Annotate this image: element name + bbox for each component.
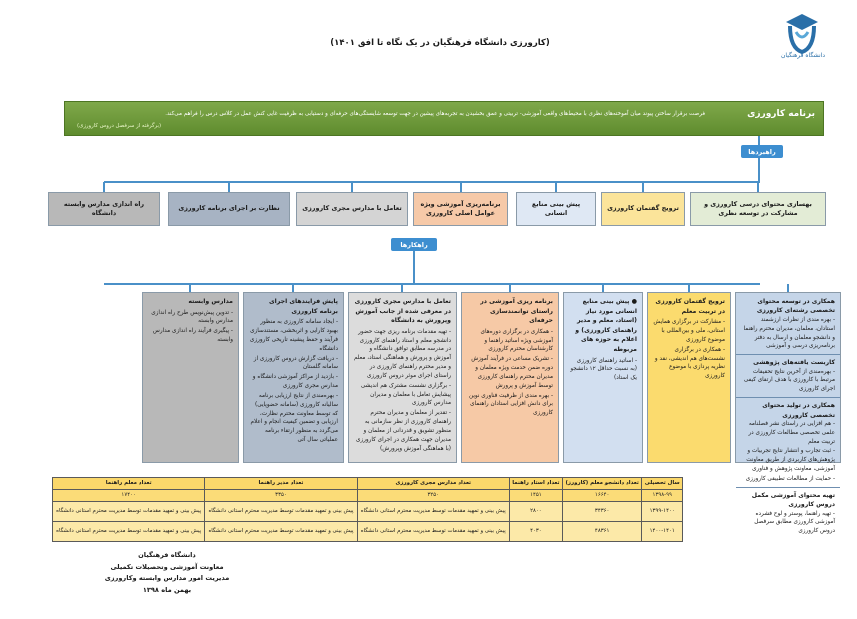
approach-column-2 bbox=[647, 292, 731, 463]
table-header-cell: تعداد استاد راهنما bbox=[509, 478, 562, 490]
table-cell: ۱۳۹۸-۹۹ bbox=[642, 490, 683, 502]
table-cell: ۱۷۴۰۰ bbox=[53, 490, 205, 502]
approach-item: - بهره مندی از نظرات ارزشمند استادان، معلمان، مدیران محترم راهنما و دانشجو معلمان و ارسال به دفتر برنامه‌ریزی درسی و آموزشی bbox=[743, 316, 835, 350]
stats-table bbox=[52, 477, 683, 542]
logo-caption: دانشگاه فرهنگیان bbox=[780, 52, 826, 59]
table-header-cell: سال تحصیلی bbox=[642, 478, 683, 490]
approach-item: - اساتید راهنمای کارورزی (به نسبت حداقل ۱۲ دانشجو یک استاد) bbox=[570, 357, 637, 382]
table-header-cell: تعداد دانشجو معلم (کارورز) bbox=[562, 478, 642, 490]
footer-block bbox=[92, 550, 242, 596]
approach-section bbox=[741, 491, 835, 536]
approach-item: - تدوین پیش‌نویس طرح راه اندازی مدارس وابسته bbox=[151, 309, 233, 325]
approach-sections bbox=[741, 297, 835, 536]
approach-title: پایش فرایندهای اجرای برنامه کارورزی bbox=[269, 298, 338, 315]
footer-line: معاونت آموزشی وتحصیلات تکمیلی bbox=[110, 562, 224, 571]
connector-strategy bbox=[555, 182, 557, 192]
table-cell: پیش بینی و تمهید مقدمات توسط مدیریت محترم استانی دانشگاه bbox=[357, 502, 509, 522]
table-cell: پیش بینی و تمهید مقدمات توسط مدیریت محترم استانی دانشگاه bbox=[53, 502, 205, 522]
approach-section-title: تهیه محتوای آموزشی مکمل دروس کارورزی bbox=[751, 491, 835, 509]
connector-strategy bbox=[228, 182, 230, 192]
approach-item: - تقدیر از معلمان و مدیران محترم راهنمای کارورزی از نظر سازمانی به منظور تشویق و قدردانی از معلمان و مدیران جهت همکاری در اجرای کارورزی (با هماهنگی آموزش وپرورش) bbox=[355, 410, 451, 452]
strategies-tag: راهبردها bbox=[741, 145, 783, 158]
approach-column-3 bbox=[563, 292, 643, 463]
strategy-box: پیش بینی منابع انسانی bbox=[516, 192, 596, 226]
approach-item: - بهره‌مندی از آخرین نتایج تحقیقات مرتبط با کارورزی با هدف ارتقای کیفی اجرای کارورزی bbox=[743, 368, 835, 393]
strategy-box: ترویج گفتمان کارورزی bbox=[601, 192, 685, 226]
approach-item: - تهیه مقدمات برنامه ریزی جهت حضور دانشجو معلم و استاد راهنمای کارورزی در مدرسه مطابق توافق دانشگاه و آموزش و پرورش و هماهنگی استاد، معلم و مدیر محترم راهنمای کارورزی در راستای اجرای موثر دروس کارورزی bbox=[354, 328, 451, 379]
connector-approach bbox=[602, 284, 604, 292]
connector-strategy bbox=[103, 182, 105, 192]
banner-note: (برگرفته از سرفصل دروس کارورزی) bbox=[77, 123, 162, 129]
table-cell: ۱۴۰۰-۱۴۰۱ bbox=[642, 522, 683, 542]
connector-banner bbox=[758, 136, 760, 145]
strategy-box: بهسازی محتوای درسی کارورزی و مشارکت در توسعه نظری bbox=[690, 192, 826, 226]
approach-column-6 bbox=[243, 292, 344, 463]
table-cell: ۳۴۳۶۰ bbox=[562, 502, 642, 522]
table-cell: پیش بینی و تمهید مقدمات توسط مدیریت محترم استانی دانشگاه bbox=[357, 522, 509, 542]
program-banner bbox=[64, 101, 824, 136]
table-row bbox=[53, 490, 683, 502]
connector-strategies-hub bbox=[758, 158, 760, 182]
table-cell: ۱۳۹۹-۱۴۰۰ bbox=[642, 502, 683, 522]
table-header-row bbox=[53, 478, 683, 490]
approach-section bbox=[741, 401, 835, 484]
approach-column-7 bbox=[142, 292, 239, 463]
table-cell: پیش بینی و تمهید مقدمات توسط مدیریت محترم استانی دانشگاه bbox=[205, 522, 357, 542]
approach-item: - ثبت تجارب و انتشار نتایج تجربیات و پژوهش‌های کاربردی از طریق معاونت آموزشی، معاونت پژوهش و فناوری bbox=[746, 448, 835, 473]
table-header-cell: تعداد معلم راهنما bbox=[53, 478, 205, 490]
section-divider bbox=[736, 354, 840, 355]
connector-approaches-bar bbox=[104, 283, 760, 285]
footer-line: مدیریت امور مدارس وابسته وکارورزی bbox=[104, 574, 230, 583]
table-header-cell: تعداد مدیر راهنما bbox=[205, 478, 357, 490]
approach-item: - تهیه راهنما، پوستر و لوح فشرده آموزشی کارورزی مطابق سرفصل دروس کارورزی bbox=[754, 510, 835, 535]
connector-strategy bbox=[757, 182, 759, 192]
approach-item: - همکاری در برگزاری دوره‌های آموزشی ویژه اساتید راهنما و کارشناسان محترم کارورزی bbox=[480, 328, 553, 353]
table-cell: ۲۸۰۰ bbox=[509, 502, 562, 522]
approach-item: - ایجاد سامانه کارورزی به منظور بهبود کارایی و اثربخشی، مستندسازی فرآیند و حفظ پیشینه تاریخی کارورزی دانشگاه bbox=[249, 319, 338, 352]
table-cell: ۳۲۵۰ bbox=[357, 490, 509, 502]
section-divider bbox=[736, 397, 840, 398]
approach-section-title: همکاری در توسعه محتوای تخصصی رشته‌ای کارورزی bbox=[756, 298, 835, 315]
connector-approach bbox=[787, 284, 789, 292]
connector-approach bbox=[688, 284, 690, 292]
strategy-box: تعامل با مدارس مجری کارورزی bbox=[296, 192, 408, 226]
approach-item: - دریافت گزارش دروس کارورزی از سامانه گلستان bbox=[253, 355, 338, 371]
approach-item: - بهره‌مندی از نتایج ارزیابی برنامه سالیانه کارورزی (سامانه حضوپایی) که توسط معاونت محترم نظارت، ارزیابی و تضمین کیفیت انجام و اعلام می‌گردد به منظور ارتقاء برنامه عملیاتی سال آتی bbox=[250, 392, 338, 443]
table-header-cell: تعداد مدارس مجری کارورزی bbox=[357, 478, 509, 490]
connector-strategy bbox=[351, 182, 353, 192]
approach-item: - هم افزایی در راستای نشر فصلنامه علمی تخصصی مطالعات کارورزی در تربیت معلم bbox=[748, 420, 835, 445]
approach-title: برنامه ریزی آموزشی در راستای توانمندسازی حرفه‌ای bbox=[480, 298, 553, 325]
strategy-box: برنامه‌ریزی آموزشی ویژه عوامل اصلی کارورزی bbox=[413, 192, 508, 226]
approach-item: - مشارکت در برگزاری همایش استانی، ملی و بین‌المللی با موضوع کارورزی bbox=[653, 319, 725, 343]
approach-item: - بهره مندی از ظرفیت فناوری نوین برای دانش افزایی استادان راهنمای کارورزی bbox=[469, 392, 553, 417]
section-divider bbox=[736, 487, 840, 488]
approaches-tag: راهکارها bbox=[391, 238, 437, 251]
connector-strategy bbox=[642, 182, 644, 192]
approach-item: - تشریک مساعی در فرآیند آموزش دوره ضمن خدمت ویژه معلمان و مدیران محترم راهنمای کارورزی توسط آموزش و پرورش bbox=[471, 356, 553, 389]
table-cell: پیش بینی و تمهید مقدمات توسط مدیریت محترم استانی دانشگاه bbox=[205, 502, 357, 522]
connector-approach bbox=[292, 284, 294, 292]
approach-section bbox=[741, 358, 835, 394]
approach-item: - بازدید از مراکز آموزشی دانشگاه و مدارس مجری کارورزی bbox=[252, 374, 338, 390]
approach-item: - حمایت از مطالعات تطبیقی کارورزی bbox=[745, 475, 835, 482]
approach-title: تعامل با مدارس مجری کارورزی در معرفی شده از جانب آموزش وپرورش به دانشگاه bbox=[354, 298, 451, 325]
strategy-box: راه اندازی مدارس وابسته دانشگاه bbox=[48, 192, 160, 226]
table-cell: ۴۰۳۰ bbox=[509, 522, 562, 542]
approach-section bbox=[741, 297, 835, 351]
table-cell: ۴۸۳۶۱ bbox=[562, 522, 642, 542]
table-cell: ۱۶۶۴۰ bbox=[562, 490, 642, 502]
approach-item: - همکاری در برگزاری نشست‌های هم اندیشی، نقد و نظریه پردازی با موضوع کارورزی bbox=[654, 346, 725, 380]
table-row bbox=[53, 502, 683, 522]
table-cell: پیش بینی و تمهید مقدمات توسط مدیریت محترم استانی دانشگاه bbox=[53, 522, 205, 542]
strategy-box: نظارت بر اجرای برنامه کارورزی bbox=[168, 192, 290, 226]
approach-title: ترویج گفتمان کارورزی در تربیت معلم bbox=[655, 298, 725, 315]
connector-strategy bbox=[460, 182, 462, 192]
table-cell: ۱۴۵۱ bbox=[509, 490, 562, 502]
table-row bbox=[53, 522, 683, 542]
approach-column-5 bbox=[348, 292, 457, 463]
footer-line: دانشگاه فرهنگیان bbox=[138, 551, 196, 559]
footer-line: بهمن ماه ۱۳۹۸ bbox=[142, 585, 192, 594]
connector-approach bbox=[401, 284, 403, 292]
approach-section-title: همکاری در تولید محتوای تخصصی کارورزی bbox=[762, 402, 835, 419]
university-logo-icon bbox=[772, 8, 832, 68]
table-cell: ۳۳۵۰ bbox=[205, 490, 357, 502]
banner-text: فرصت برقرار ساختن پیوند میان آموخته‌های نظری با محیط‌های واقعی آموزشی- تربیتی و عمق بخشیدن به تجربه‌های پیشین در جهت توسعه شایستگی‌های حرفه‌ای و دستیابی به ظرفیت غایی کنش عمل در کلاس درس را فراهم می‌کند. bbox=[165, 111, 705, 117]
approach-section-title: کاربست یافته‌های پژوهشی bbox=[753, 359, 835, 367]
connector-approach bbox=[189, 284, 191, 292]
connector-strategies-bar bbox=[104, 181, 760, 183]
approach-column-4 bbox=[461, 292, 559, 463]
page-title: (کارورزی دانشگاه فرهنگیان در یک نگاه تا افق ۱۴۰۱) bbox=[330, 38, 550, 48]
approach-column-1 bbox=[735, 292, 841, 535]
approach-title: مدارس وابسته bbox=[188, 298, 233, 305]
connector-approach bbox=[509, 284, 511, 292]
approach-title: ● پیش بینی منابع انسانی مورد نیاز (استاد، معلم و مدیر راهنمای کارورزی) و اعلام به حوزه های مربوطه bbox=[575, 298, 637, 354]
banner-title: برنامه کارورزی bbox=[747, 109, 815, 119]
approach-item: - پیگیری فرآیند راه اندازی مدارس وابسته bbox=[152, 328, 233, 344]
connector-approaches-tag bbox=[413, 251, 415, 283]
approach-item: - برگزاری نشست مشترک هم اندیشی پیشایش تعامل با معلمان و مدیران مدارس کارورزی bbox=[360, 382, 451, 407]
